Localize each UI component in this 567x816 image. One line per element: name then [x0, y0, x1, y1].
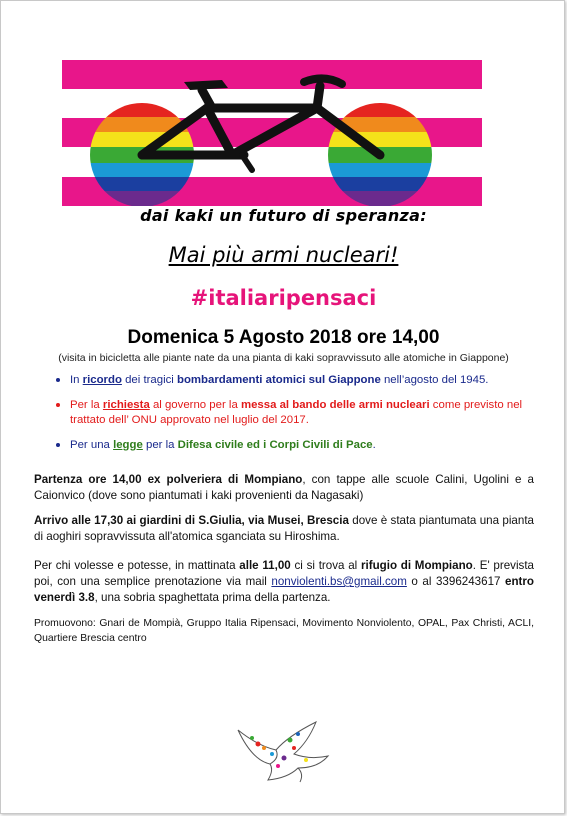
partenza-paragraph: Partenza ore 14,00 ex polveriera di Mompiano, con tappe alle scuole Calini, Ugolini e a Caionvico (dove sono piantumati i kaki provenienti da Nagasaki) — [34, 473, 534, 502]
arrivo-paragraph: Arrivo alle 17,30 ai giardini di S.Giulia, via Musei, Brescia dove è stata piantumata una pianta di aoghiri sopravvissuta all'atomica sganciata su Hiroshima. — [34, 514, 534, 543]
bullet-richiesta: • Per la richiesta al governo per la messa al bando delle armi nucleari come previsto nel trattato dell’ ONU approvato nel luglio del 2017. — [70, 397, 550, 428]
event-note: (visita in bicicletta alle piante nate da una pianta di kaki sopravvissuto alle atomiche in Giappone) — [58, 352, 509, 364]
event-date: Domenica 5 Agosto 2018 ore 14,00 — [127, 327, 440, 348]
rainbow-bicycle-banner — [62, 60, 482, 206]
peace-dove-icon — [228, 716, 340, 786]
headline: Mai più armi nucleari! — [168, 243, 399, 267]
pink-stripe-top — [62, 60, 482, 89]
subtitle: dai kaki un futuro di speranza: — [140, 206, 427, 225]
bullet-legge: • Per una legge per la Difesa civile ed i Corpi Civili di Pace. — [70, 437, 550, 453]
rifugio-paragraph: Per chi volesse e potesse, in mattinata alle 11,00 ci si trova al rifugio di Mompiano. E' prevista poi, con una semplice prenotazione via mail nonviolenti.bs@gmail.com o al 3396243617 entro venerdì 3.8, una sobria spaghettata prima della partenza. — [34, 559, 534, 604]
promoters-paragraph: Promuovono: Gnari de Mompià, Gruppo Italia Ripensaci, Movimento Nonviolento, OPAL, Pax Christi, ACLI, Quartiere Brescia centro — [34, 618, 534, 644]
hashtag: #italiaripensaci — [190, 286, 377, 310]
bullet-list — [48, 372, 550, 462]
email-link[interactable]: nonviolenti.bs@gmail.com — [271, 575, 407, 588]
bullet-ricordo: • In ricordo dei tragici bombardamenti atomici sul Giappone nell’agosto del 1945. — [70, 372, 550, 388]
pedal — [242, 155, 252, 170]
